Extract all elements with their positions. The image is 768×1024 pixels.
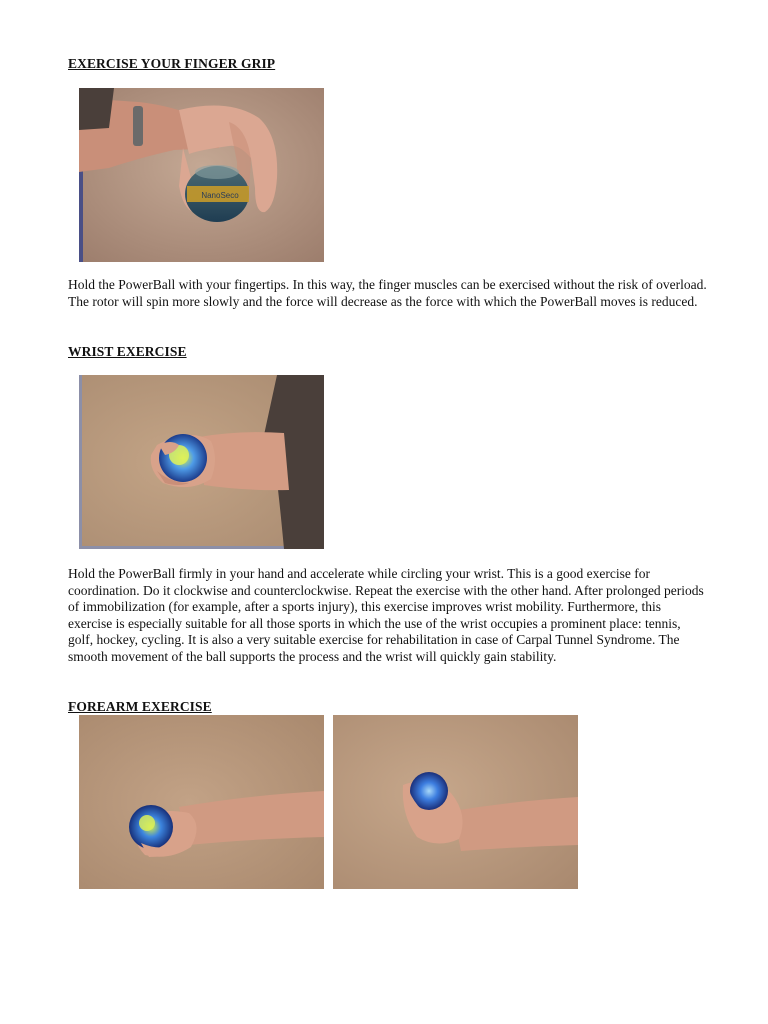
ball-label: NanoSeco <box>201 191 239 200</box>
finger-grip-photo <box>79 88 324 262</box>
section-heading-finger-grip: EXERCISE YOUR FINGER GRIP <box>68 56 276 71</box>
forearm-exercise-photo-1 <box>79 715 324 889</box>
forearm-exercise-photo-2 <box>333 715 578 889</box>
wrist-exercise-photo <box>79 375 324 549</box>
section-heading-forearm: FOREARM EXERCISE <box>68 699 212 714</box>
section-heading-wrist: WRIST EXERCISE <box>68 344 187 359</box>
finger-grip-text: Hold the PowerBall with your fingertips. In this way, the finger muscles can be exercised without the risk of overload. The rotor will spin more slowly and the force will decrease as the force with which the PowerBall moves is reduced. <box>68 277 707 309</box>
wrist-exercise-text: Hold the PowerBall firmly in your hand and accelerate while circling your wrist. This is a good exercise for coordination. Do it clockwise and counterclockwise. Repeat the exercise with the other hand. After prolonged periods of immobilization (for example, after a sports injury), this exercise improves wrist mobility. Furthermore, this exercise is especially suitable for all those sports in which the use of the wrist occupies a prominent place: tennis, golf, hockey, cycling. It is also a very suitable exercise for rehabilitation in case of Carpal Tunnel Syndrome. The smooth movement of the ball supports the process and the wrist will quickly gain stability. <box>68 566 704 664</box>
